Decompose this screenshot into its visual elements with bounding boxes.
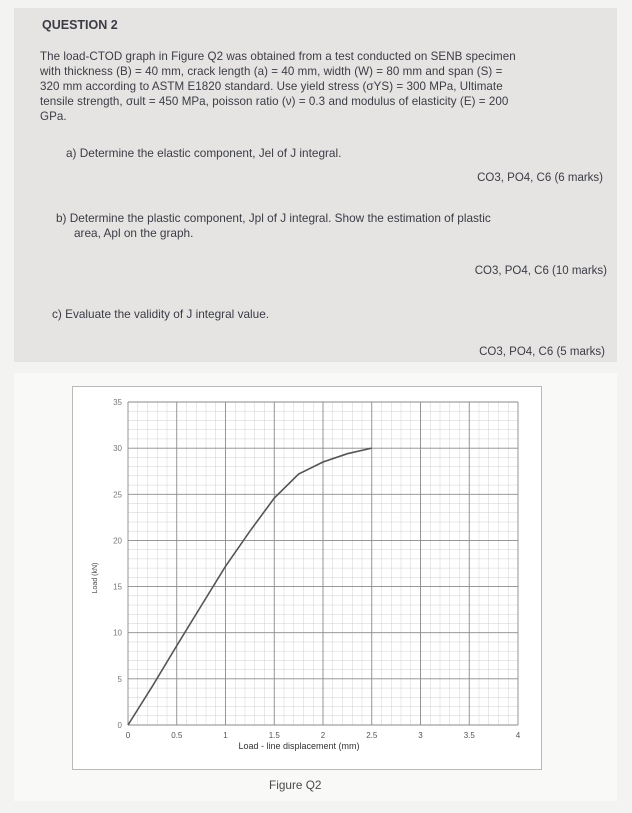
y-tick-label: 15 (113, 582, 122, 592)
question-title: QUESTION 2 (42, 18, 118, 32)
x-tick-label: 4 (515, 731, 521, 740)
paragraph-line-2: with thickness (B) = 40 mm, crack length (a) = 40 mm, width (W) = 80 mm and span (S) = (40, 65, 503, 78)
x-tick-labels (126, 731, 521, 740)
paragraph-line-1: The load-CTOD graph in Figure Q2 was obtained from a test conducted on SENB specimen (40, 50, 516, 63)
x-tick-label: 2 (320, 731, 326, 740)
y-tick-label: 10 (113, 628, 122, 638)
x-tick-label: 1 (223, 731, 228, 740)
part-b-marks: CO3, PO4, C6 (10 marks) (474, 265, 607, 277)
x-tick-label: 0.5 (171, 731, 183, 740)
part-c-marks: CO3, PO4, C6 (5 marks) (479, 346, 605, 358)
load-displacement-chart (73, 387, 541, 769)
figure-sheet (14, 373, 617, 801)
part-c-text: c) Evaluate the validity of J integral value. (52, 307, 270, 321)
paragraph-line-4: tensile strength, σult = 450 MPa, poisson ratio (ν) = 0.3 and modulus of elasticity (E) = 200 (40, 95, 509, 108)
figure-q2 (72, 386, 542, 770)
x-tick-label: 3 (418, 731, 423, 740)
paragraph-line-5: GPa. (40, 110, 67, 123)
y-tick-label: 35 (113, 398, 122, 407)
part-a-marks: CO3, PO4, C6 (6 marks) (477, 172, 603, 184)
x-tick-label: 0 (125, 731, 131, 740)
y-tick-label: 5 (117, 674, 122, 684)
y-tick-label: 0 (117, 721, 122, 730)
y-tick-label: 25 (113, 490, 122, 500)
x-tick-label: 3.5 (463, 731, 475, 740)
part-b-text-line-1: b) Determine the plastic component, Jpl of J integral. Show the estimation of plastic (56, 211, 491, 225)
question-sheet (14, 8, 617, 362)
part-b-text-line-2: area, Apl on the graph. (74, 226, 194, 240)
y-tick-label: 20 (113, 536, 122, 546)
y-tick-labels (113, 398, 122, 730)
paragraph-line-3: 320 mm according to ASTM E1820 standard. Use yield stress (σYS) = 300 MPa, Ultimate (40, 80, 503, 93)
part-a-text: a) Determine the elastic component, Jel of J integral. (66, 146, 342, 160)
y-axis-label: Load (kN) (92, 562, 99, 594)
y-tick-label: 30 (113, 444, 122, 454)
x-tick-label: 1.5 (268, 731, 280, 740)
x-tick-label: 2.5 (366, 731, 378, 740)
x-axis-label: Load - line displacement (mm) (238, 741, 360, 751)
figure-caption: Figure Q2 (269, 778, 322, 792)
